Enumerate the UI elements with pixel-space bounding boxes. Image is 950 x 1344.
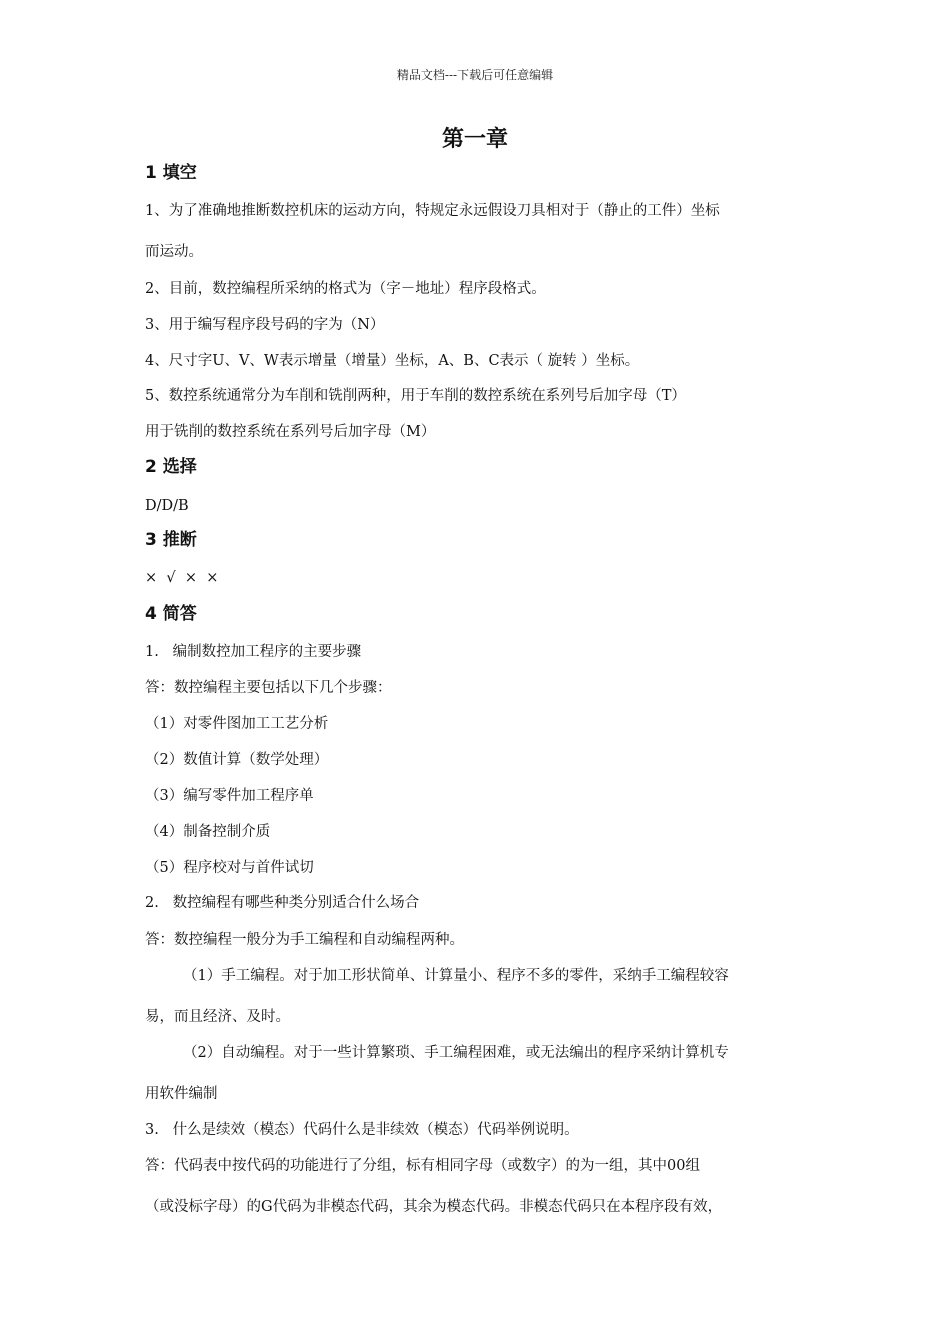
page-header: 精品文档---下载后可任意编辑 xyxy=(396,68,554,82)
paragraph-line: 用于铣削的数控系统在系列号后加字母（M） xyxy=(145,424,436,440)
paragraph-line: 3、用于编写程序段号码的字为（N） xyxy=(145,317,385,333)
chapter-title: 第一章 xyxy=(441,127,508,152)
answer-line: （1）手工编程。对于加工形状简单、计算量小、程序不多的零件，采纳手工编程较容 xyxy=(183,968,729,984)
answer-line: 用软件编制 xyxy=(145,1086,218,1102)
paragraph-line: × √ × × xyxy=(145,570,219,586)
answer-line: （5）程序校对与首件试切 xyxy=(145,860,314,876)
question-line: 2. 数控编程有哪些种类分别适合什么场合 xyxy=(145,895,420,911)
paragraph-line: D/D/B xyxy=(145,498,189,514)
answer-line: （2）自动编程。对于一些计算繁琐、手工编程困难，或无法编出的程序采纳计算机专 xyxy=(183,1045,729,1061)
answer-line: 答：数控编程一般分为手工编程和自动编程两种。 xyxy=(145,932,464,948)
paragraph-line: 而运动。 xyxy=(145,244,203,260)
section-heading-short-answer: 4 简答 xyxy=(145,604,197,624)
answer-line: （3）编写零件加工程序单 xyxy=(145,788,314,804)
section-heading-choice: 2 选择 xyxy=(145,457,197,477)
answer-line: （4）制备控制介质 xyxy=(145,824,271,840)
question-line: 1. 编制数控加工程序的主要步骤 xyxy=(145,644,362,660)
answer-line: （2）数值计算（数学处理） xyxy=(145,752,329,768)
paragraph-line: 1、为了准确地推断数控机床的运动方向，特规定永远假设刀具相对于（静止的工件）坐标 xyxy=(145,203,720,219)
question-line: 3. 什么是续效（模态）代码什么是非续效（模态）代码举例说明。 xyxy=(145,1122,579,1138)
section-heading-fill-blank: 1 填空 xyxy=(145,163,197,183)
paragraph-line: 4、尺寸字U、V、W表示增量（增量）坐标，A、B、C表示（ 旋转 ）坐标。 xyxy=(145,353,640,369)
answer-line: （或没标字母）的G代码为非模态代码，其余为模态代码。非模态代码只在本程序段有效， xyxy=(145,1199,723,1215)
answer-line: 答：代码表中按代码的功能进行了分组，标有相同字母（或数字）的为一组，其中00组 xyxy=(145,1158,700,1174)
section-heading-judge: 3 推断 xyxy=(145,530,197,550)
answer-line: 易，而且经济、及时。 xyxy=(145,1009,290,1025)
paragraph-line: 5、数控系统通常分为车削和铣削两种，用于车削的数控系统在系列号后加字母（T） xyxy=(145,388,686,404)
answer-line: 答：数控编程主要包括以下几个步骤： xyxy=(145,680,392,696)
paragraph-line: 2、目前，数控编程所采纳的格式为（字－地址）程序段格式。 xyxy=(145,281,546,297)
answer-line: （1）对零件图加工工艺分析 xyxy=(145,716,329,732)
